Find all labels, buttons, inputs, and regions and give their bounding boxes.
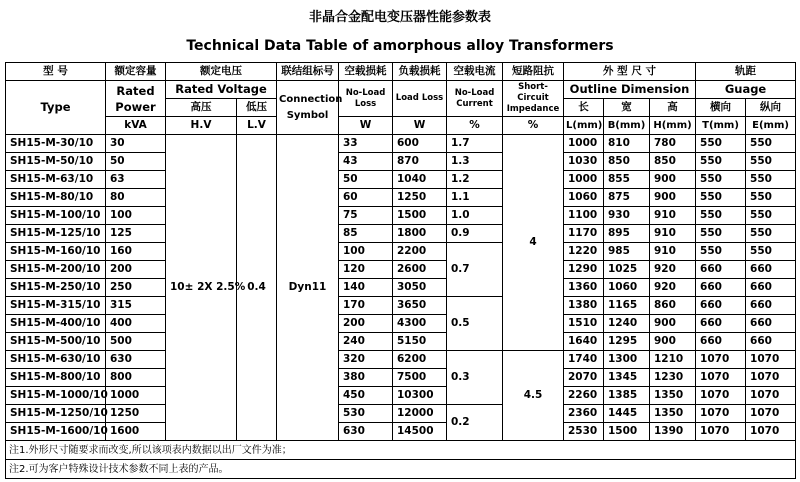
cell-gauge-e: 1070: [746, 387, 796, 405]
header-noload-current-cn: 空载电流: [447, 63, 503, 81]
cell-noload-current: 1.2: [447, 171, 503, 189]
cell-kva: 800: [106, 369, 166, 387]
table-row: [6, 261, 796, 279]
cell-noload-current: 0.2: [447, 405, 503, 441]
cell-length: 1510: [564, 315, 604, 333]
cell-kva: 1000: [106, 387, 166, 405]
cell-height: 920: [650, 279, 696, 297]
header-capacity-en: Rated Power: [106, 81, 166, 117]
cell-height: 900: [650, 315, 696, 333]
table-row: [6, 153, 796, 171]
table-row: [6, 315, 796, 333]
cell-width: 930: [604, 207, 650, 225]
cell-type: SH15-M-1000/10: [6, 387, 106, 405]
header-length-cn: 长: [564, 99, 604, 117]
cell-gauge-e: 1070: [746, 351, 796, 369]
header-capacity-cn: 额定容量: [106, 63, 166, 81]
table-row: [6, 297, 796, 315]
cell-height: 1230: [650, 369, 696, 387]
cell-noload-loss: 380: [339, 369, 393, 387]
cell-width: 1345: [604, 369, 650, 387]
header-impedance-en: Short-Circuit Impedance: [503, 81, 564, 117]
header-gauge-e-unit: E(mm): [746, 117, 796, 135]
cell-length: 1290: [564, 261, 604, 279]
cell-kva: 63: [106, 171, 166, 189]
header-noload-current-en: No-Load Current: [447, 81, 503, 117]
cell-gauge-e: 1070: [746, 423, 796, 441]
cell-width: 1060: [604, 279, 650, 297]
transformer-data-table: [5, 62, 796, 479]
title-english: Technical Data Table of amorphous alloy Transformers: [186, 38, 614, 54]
cell-type: SH15-M-500/10: [6, 333, 106, 351]
cell-load-loss: 3050: [393, 279, 447, 297]
cell-gauge-e: 550: [746, 225, 796, 243]
cell-width: 1500: [604, 423, 650, 441]
header-connection-cn: 联结组标号: [277, 63, 339, 81]
cell-width: 895: [604, 225, 650, 243]
header-height-unit: H(mm): [650, 117, 696, 135]
cell-width: 855: [604, 171, 650, 189]
cell-kva: 80: [106, 189, 166, 207]
cell-gauge-t: 660: [696, 279, 746, 297]
cell-gauge-t: 660: [696, 315, 746, 333]
cell-gauge-t: 550: [696, 135, 746, 153]
cell-gauge-e: 1070: [746, 369, 796, 387]
cell-height: 1210: [650, 351, 696, 369]
cell-width: 1240: [604, 315, 650, 333]
cell-load-loss: 1250: [393, 189, 447, 207]
header-lv-en: L.V: [237, 117, 277, 135]
cell-noload-current: 1.0: [447, 207, 503, 225]
cell-kva: 315: [106, 297, 166, 315]
cell-noload-loss: 240: [339, 333, 393, 351]
cell-gauge-t: 550: [696, 207, 746, 225]
table-row: [6, 189, 796, 207]
header-type-en: Type: [6, 81, 106, 135]
cell-noload-loss: 200: [339, 315, 393, 333]
cell-noload-loss: 140: [339, 279, 393, 297]
cell-noload-loss: 630: [339, 423, 393, 441]
cell-gauge-t: 550: [696, 243, 746, 261]
cell-length: 1740: [564, 351, 604, 369]
header-dimension-en: Outline Dimension: [564, 81, 696, 99]
cell-noload-loss: 43: [339, 153, 393, 171]
header-impedance-unit: %: [503, 117, 564, 135]
cell-noload-current: 0.7: [447, 243, 503, 297]
cell-load-loss: 4300: [393, 315, 447, 333]
cell-height: 920: [650, 261, 696, 279]
cell-gauge-t: 660: [696, 261, 746, 279]
header-length-unit: L(mm): [564, 117, 604, 135]
cell-noload-loss: 320: [339, 351, 393, 369]
cell-load-loss: 10300: [393, 387, 447, 405]
cell-height: 900: [650, 171, 696, 189]
cell-gauge-e: 550: [746, 189, 796, 207]
cell-length: 2070: [564, 369, 604, 387]
cell-width: 1295: [604, 333, 650, 351]
header-load-loss-en: Load Loss: [393, 81, 447, 117]
cell-load-loss: 5150: [393, 333, 447, 351]
cell-load-loss: 7500: [393, 369, 447, 387]
cell-load-loss: 1800: [393, 225, 447, 243]
cell-type: SH15-M-315/10: [6, 297, 106, 315]
cell-width: 1300: [604, 351, 650, 369]
cell-noload-loss: 100: [339, 243, 393, 261]
cell-length: 1000: [564, 171, 604, 189]
cell-type: SH15-M-1600/10: [6, 423, 106, 441]
cell-type: SH15-M-63/10: [6, 171, 106, 189]
cell-gauge-e: 660: [746, 261, 796, 279]
cell-load-loss: 2600: [393, 261, 447, 279]
cell-type: SH15-M-160/10: [6, 243, 106, 261]
cell-kva: 160: [106, 243, 166, 261]
cell-length: 2260: [564, 387, 604, 405]
cell-width: 810: [604, 135, 650, 153]
cell-impedance: 4: [503, 135, 564, 351]
header-gauge-t-unit: T(mm): [696, 117, 746, 135]
note-text: 注2.可为客户特殊设计技术参数不同上表的产品。: [6, 460, 796, 479]
table-row: [6, 333, 796, 351]
cell-noload-loss: 450: [339, 387, 393, 405]
cell-width: 985: [604, 243, 650, 261]
cell-gauge-t: 1070: [696, 405, 746, 423]
cell-height: 1350: [650, 405, 696, 423]
note-row: [6, 441, 796, 460]
header-gauge-t-cn: 横向: [696, 99, 746, 117]
cell-height: 900: [650, 333, 696, 351]
cell-noload-loss: 120: [339, 261, 393, 279]
note-text: 注1.外形尺寸随要求而改变,所以该项表内数据以出厂文件为准；: [6, 441, 796, 460]
cell-gauge-e: 660: [746, 315, 796, 333]
header-noload-loss-en: No-Load Loss: [339, 81, 393, 117]
header-dimension-cn: 外 型 尺 寸: [564, 63, 696, 81]
table-row: [6, 351, 796, 369]
header-connection-en: Connection Symbol: [277, 81, 339, 135]
cell-gauge-t: 660: [696, 333, 746, 351]
header-gauge-cn: 轨距: [696, 63, 796, 81]
header-height-cn: 高: [650, 99, 696, 117]
cell-length: 1000: [564, 135, 604, 153]
header-capacity-unit: kVA: [106, 117, 166, 135]
cell-kva: 500: [106, 333, 166, 351]
cell-lv: 0.4: [237, 135, 277, 441]
header-impedance-cn: 短路阻抗: [503, 63, 564, 81]
header-width-unit: B(mm): [604, 117, 650, 135]
cell-gauge-t: 1070: [696, 387, 746, 405]
header-hv-en: H.V: [166, 117, 237, 135]
cell-length: 1640: [564, 333, 604, 351]
table-row: [6, 171, 796, 189]
cell-kva: 100: [106, 207, 166, 225]
cell-kva: 1600: [106, 423, 166, 441]
header-type-cn: 型 号: [6, 63, 106, 81]
cell-height: 1390: [650, 423, 696, 441]
cell-noload-loss: 33: [339, 135, 393, 153]
cell-type: SH15-M-800/10: [6, 369, 106, 387]
cell-noload-current: 0.5: [447, 297, 503, 351]
header-noload-current-unit: %: [447, 117, 503, 135]
cell-noload-current: 1.7: [447, 135, 503, 153]
cell-kva: 30: [106, 135, 166, 153]
header-hv-cn: 高压: [166, 99, 237, 117]
cell-noload-loss: 50: [339, 171, 393, 189]
cell-type: SH15-M-1250/10: [6, 405, 106, 423]
cell-gauge-t: 550: [696, 153, 746, 171]
cell-kva: 200: [106, 261, 166, 279]
cell-gauge-t: 550: [696, 189, 746, 207]
header-gauge-en: Guage: [696, 81, 796, 99]
table-row: [6, 225, 796, 243]
table-row: [6, 243, 796, 261]
cell-width: 1385: [604, 387, 650, 405]
cell-noload-current: 1.3: [447, 153, 503, 171]
cell-type: SH15-M-50/10: [6, 153, 106, 171]
cell-width: 1025: [604, 261, 650, 279]
header-load-loss-cn: 负载损耗: [393, 63, 447, 81]
cell-gauge-e: 660: [746, 279, 796, 297]
cell-length: 1170: [564, 225, 604, 243]
cell-load-loss: 12000: [393, 405, 447, 423]
cell-load-loss: 600: [393, 135, 447, 153]
cell-height: 910: [650, 243, 696, 261]
cell-gauge-t: 1070: [696, 423, 746, 441]
table-row: [6, 279, 796, 297]
cell-gauge-e: 550: [746, 243, 796, 261]
header-noload-loss-unit: W: [339, 117, 393, 135]
table-row: [6, 423, 796, 441]
cell-load-loss: 14500: [393, 423, 447, 441]
header-voltage-cn: 额定电压: [166, 63, 277, 81]
cell-type: SH15-M-30/10: [6, 135, 106, 153]
cell-gauge-t: 1070: [696, 351, 746, 369]
cell-kva: 1250: [106, 405, 166, 423]
header-noload-loss-cn: 空载损耗: [339, 63, 393, 81]
cell-height: 1350: [650, 387, 696, 405]
cell-gauge-e: 660: [746, 297, 796, 315]
cell-load-loss: 2200: [393, 243, 447, 261]
cell-width: 1445: [604, 405, 650, 423]
cell-impedance: 4.5: [503, 351, 564, 441]
cell-length: 1100: [564, 207, 604, 225]
cell-width: 850: [604, 153, 650, 171]
cell-gauge-e: 550: [746, 207, 796, 225]
cell-length: 2360: [564, 405, 604, 423]
cell-noload-loss: 530: [339, 405, 393, 423]
cell-type: SH15-M-250/10: [6, 279, 106, 297]
cell-gauge-e: 550: [746, 135, 796, 153]
cell-gauge-t: 550: [696, 171, 746, 189]
cell-kva: 400: [106, 315, 166, 333]
cell-length: 1380: [564, 297, 604, 315]
cell-type: SH15-M-125/10: [6, 225, 106, 243]
cell-height: 910: [650, 207, 696, 225]
title-chinese: 非晶合金配电变压器性能参数表: [308, 10, 491, 25]
cell-hv: 10± 2X 2.5%: [166, 135, 237, 441]
header-voltage-en: Rated Voltage: [166, 81, 277, 99]
cell-length: 1030: [564, 153, 604, 171]
cell-kva: 50: [106, 153, 166, 171]
cell-width: 1165: [604, 297, 650, 315]
cell-load-loss: 870: [393, 153, 447, 171]
cell-height: 780: [650, 135, 696, 153]
cell-noload-current: 0.9: [447, 225, 503, 243]
cell-type: SH15-M-400/10: [6, 315, 106, 333]
cell-gauge-t: 660: [696, 297, 746, 315]
cell-gauge-e: 660: [746, 333, 796, 351]
header-width-cn: 宽: [604, 99, 650, 117]
cell-connection: Dyn11: [277, 135, 339, 441]
cell-height: 900: [650, 189, 696, 207]
cell-kva: 125: [106, 225, 166, 243]
cell-kva: 250: [106, 279, 166, 297]
header-load-loss-unit: W: [393, 117, 447, 135]
cell-height: 910: [650, 225, 696, 243]
cell-height: 850: [650, 153, 696, 171]
cell-height: 860: [650, 297, 696, 315]
header-lv-cn: 低压: [237, 99, 277, 117]
cell-load-loss: 1040: [393, 171, 447, 189]
cell-width: 875: [604, 189, 650, 207]
cell-type: SH15-M-200/10: [6, 261, 106, 279]
cell-noload-loss: 85: [339, 225, 393, 243]
cell-gauge-e: 550: [746, 153, 796, 171]
header-gauge-e-cn: 纵向: [746, 99, 796, 117]
table-row: [6, 405, 796, 423]
cell-length: 1360: [564, 279, 604, 297]
cell-noload-loss: 75: [339, 207, 393, 225]
cell-noload-loss: 170: [339, 297, 393, 315]
table-row: [6, 207, 796, 225]
cell-type: SH15-M-80/10: [6, 189, 106, 207]
cell-length: 1220: [564, 243, 604, 261]
table-row: [6, 369, 796, 387]
cell-gauge-t: 1070: [696, 369, 746, 387]
cell-load-loss: 1500: [393, 207, 447, 225]
table-row: [6, 387, 796, 405]
cell-type: SH15-M-100/10: [6, 207, 106, 225]
cell-load-loss: 3650: [393, 297, 447, 315]
cell-type: SH15-M-630/10: [6, 351, 106, 369]
cell-gauge-e: 550: [746, 171, 796, 189]
cell-gauge-e: 1070: [746, 405, 796, 423]
cell-noload-current: 1.1: [447, 189, 503, 207]
cell-length: 1060: [564, 189, 604, 207]
cell-noload-current: 0.3: [447, 351, 503, 405]
cell-load-loss: 6200: [393, 351, 447, 369]
cell-kva: 630: [106, 351, 166, 369]
cell-gauge-t: 550: [696, 225, 746, 243]
note-row: [6, 460, 796, 479]
cell-length: 2530: [564, 423, 604, 441]
table-row: [6, 135, 796, 153]
cell-noload-loss: 60: [339, 189, 393, 207]
